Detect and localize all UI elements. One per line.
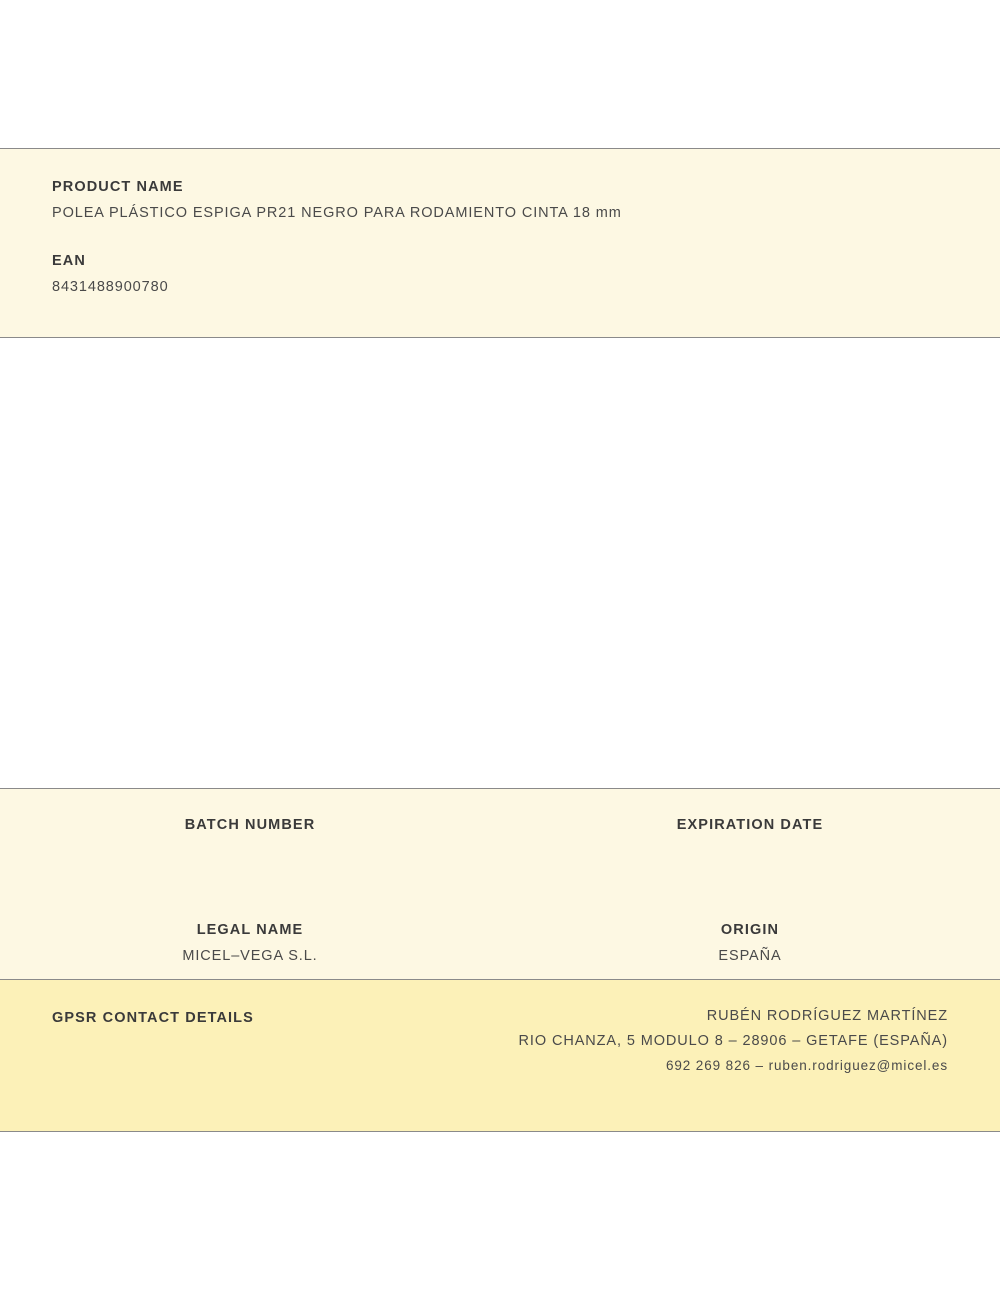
middle-whitespace: [0, 338, 1000, 788]
ean-value: 8431488900780: [52, 279, 169, 295]
gpsr-contact-section: [0, 980, 1000, 1132]
origin-col: [500, 922, 1000, 965]
legal-name-col: [0, 922, 500, 965]
gpsr-contact-phone-email: 692 269 826 – ruben.rodriguez@micel.es: [665, 1058, 948, 1073]
legal-name-label: LEGAL NAME: [196, 922, 304, 938]
origin-value: ESPAÑA: [718, 948, 782, 964]
gpsr-contact-details: [519, 1008, 948, 1073]
gpsr-contact-label: GPSR CONTACT DETAILS: [52, 1010, 254, 1026]
batch-expiration-row: [0, 817, 1000, 860]
product-name-label: PRODUCT NAME: [52, 179, 184, 195]
batch-number-col: [0, 817, 500, 860]
batch-number-label: BATCH NUMBER: [184, 817, 316, 833]
legal-origin-row: [0, 922, 1000, 965]
ean-group: [52, 253, 948, 295]
top-whitespace: [0, 0, 1000, 148]
gpsr-contact-name: RUBÉN RODRÍGUEZ MARTÍNEZ: [706, 1008, 948, 1024]
product-name-value: POLEA PLÁSTICO ESPIGA PR21 NEGRO PARA RODAMIENTO CINTA 18 mm: [52, 205, 622, 221]
product-name-group: [52, 179, 948, 221]
ean-label: EAN: [52, 253, 86, 269]
expiration-date-label: EXPIRATION DATE: [676, 817, 824, 833]
batch-legal-section: [0, 788, 1000, 980]
expiration-date-value: [500, 843, 1000, 860]
product-info-section: [0, 148, 1000, 338]
bottom-whitespace: [0, 1132, 1000, 1300]
expiration-date-col: [500, 817, 1000, 860]
batch-number-value: [0, 843, 500, 860]
legal-name-value: MICEL–VEGA S.L.: [182, 948, 318, 964]
gpsr-contact-address: RIO CHANZA, 5 MODULO 8 – 28906 – GETAFE (ESPAÑA): [518, 1033, 948, 1049]
origin-label: ORIGIN: [720, 922, 780, 938]
